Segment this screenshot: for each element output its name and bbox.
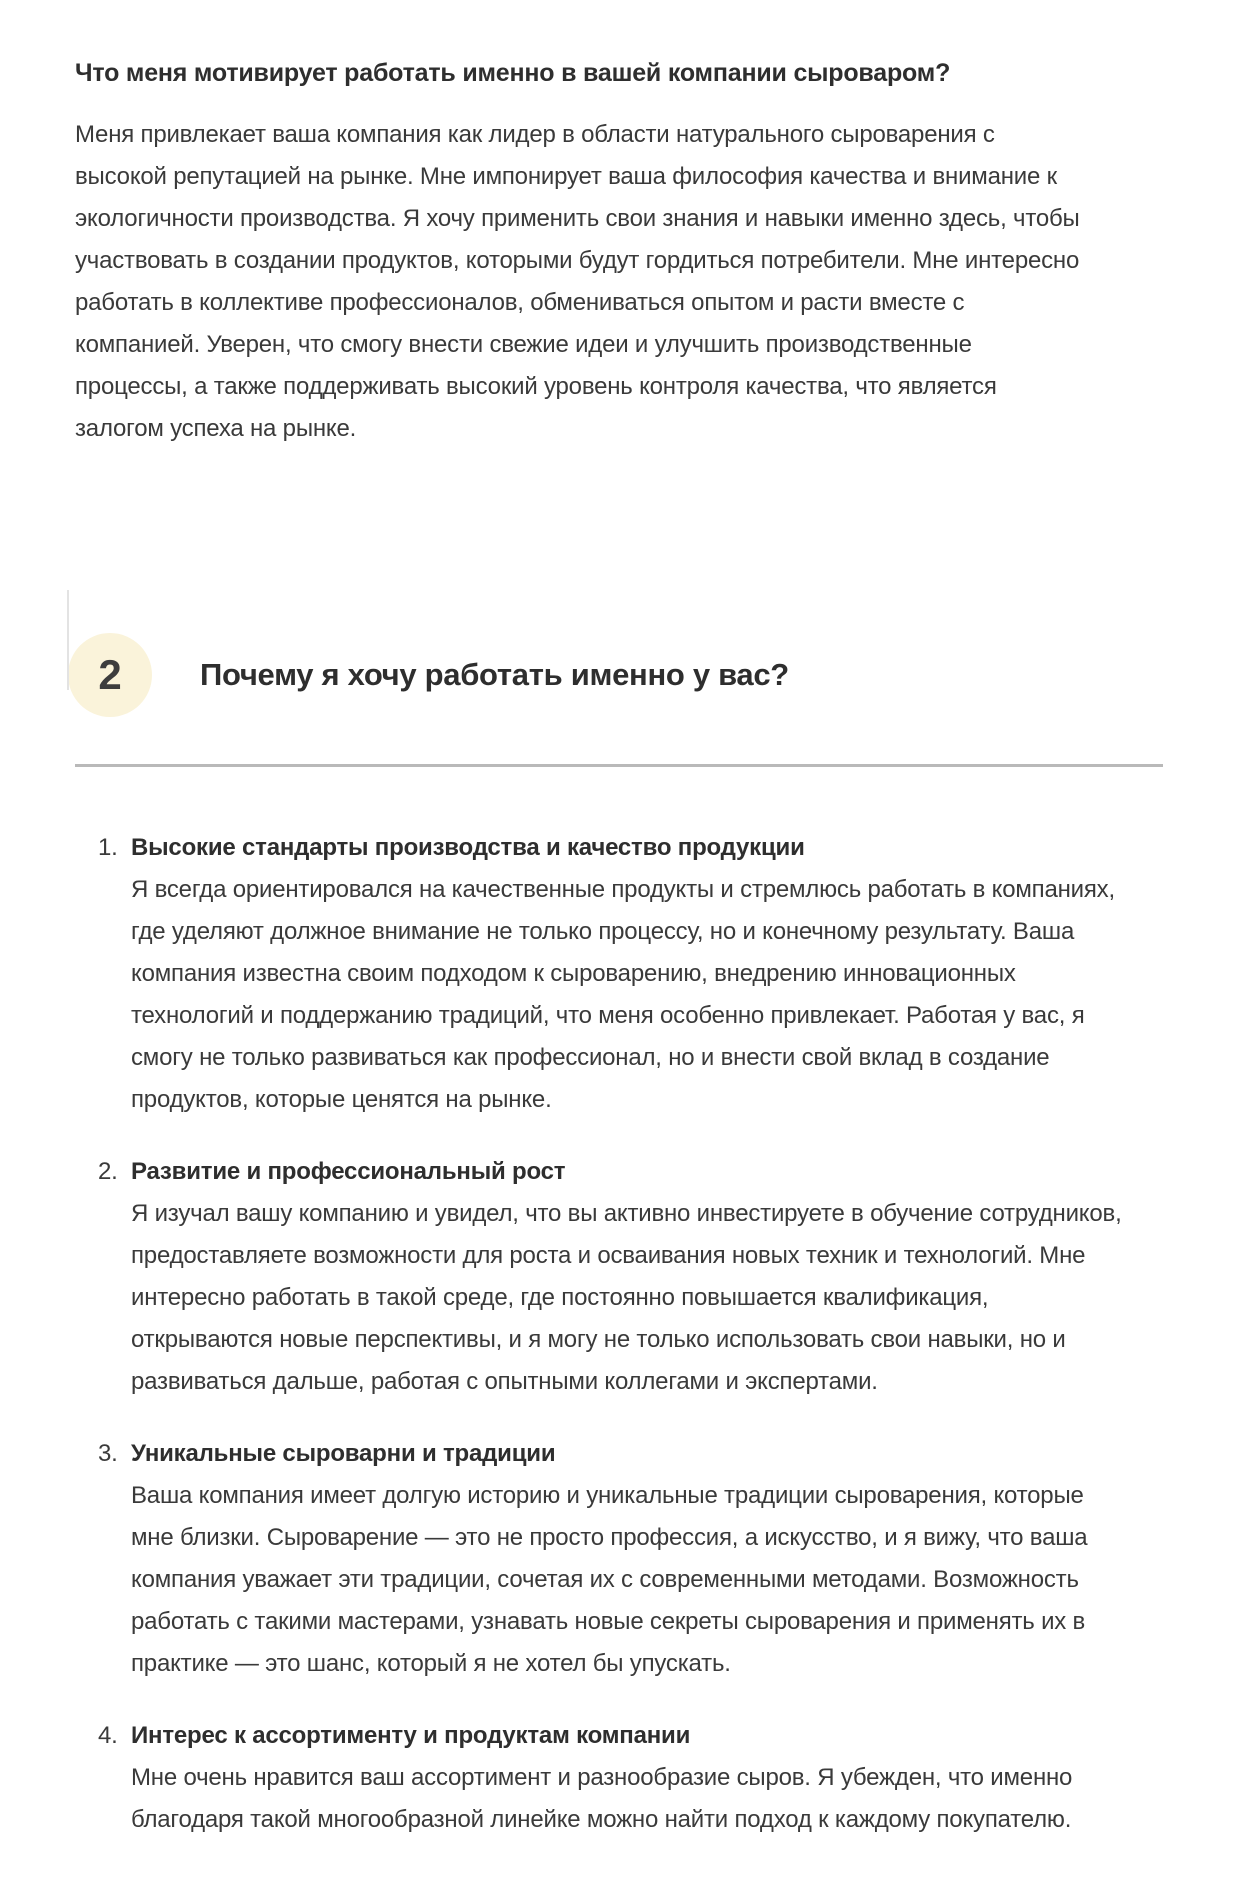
section-header: [68, 633, 1163, 717]
item-title: Развитие и профессиональный рост: [131, 1158, 566, 1185]
section-number-badge: [68, 633, 152, 717]
item-number: 4.: [98, 1722, 118, 1749]
section-number: 2: [98, 651, 122, 698]
item-body: Ваша компания имеет долгую историю и уникальные традиции сыроварения, которые мне близки. Сыроварение — это не просто профессия, а искусство, и я вижу, что ваша компания уважает эти традиции, сочетая их с современными методами. Возможность работать с такими мастерами, узнавать новые секреты сыроварения и применять их в практике — это шанс, который я не хотел бы упускать.: [131, 1482, 1088, 1677]
list-item: [98, 1715, 1128, 1841]
item-body: Я изучал вашу компанию и увидел, что вы активно инвестируете в обучение сотрудников, предоставляете возможности для роста и осваивания новых техник и технологий. Мне интересно работать в такой среде, где постоянно повышается квалификация, открываются новые перспективы, и я могу не только использовать свои навыки, но и развиваться дальше, работая с опытными коллегами и экспертами.: [131, 1200, 1122, 1395]
item-number: 2.: [98, 1158, 118, 1185]
item-number: 3.: [98, 1440, 118, 1467]
section-divider: [75, 764, 1163, 767]
item-title: Уникальные сыроварни и традиции: [131, 1440, 556, 1467]
section-accent-line: [67, 590, 69, 690]
question-answer: Меня привлекает ваша компания как лидер в области натурального сыроварения с высокой репутацией на рынке. Мне импонирует ваша философия качества и внимание к экологичности производства. Я хочу применить свои знания и навыки именно здесь, чтобы участвовать в создании продуктов, которыми будут гордиться потребители. Мне интересно работать в коллективе профессионалов, обмениваться опытом и расти вместе с компанией. Уверен, что смогу внести свежие идеи и улучшить производственные процессы, а также поддерживать высокий уровень контроля качества, что является залогом успеха на рынке.: [75, 121, 1080, 442]
item-body: Я всегда ориентировался на качественные продукты и стремлюсь работать в компаниях, где уделяют должное внимание не только процессу, но и конечному результату. Ваша компания известна своим подходом к сыроварению, внедрению инновационных технологий и поддержанию традиций, что меня особенно привлекает. Работая у вас, я смогу не только развиваться как профессионал, но и внести свой вклад в создание продуктов, которые ценятся на рынке.: [131, 876, 1115, 1113]
numbered-list: [75, 827, 1163, 1841]
item-number: 1.: [98, 834, 118, 861]
list-item: [98, 1151, 1128, 1403]
item-title: Высокие стандарты производства и качество продукции: [131, 834, 805, 861]
list-item: [98, 827, 1128, 1121]
item-title: Интерес к ассортименту и продуктам компании: [131, 1722, 691, 1749]
list-item: [98, 1433, 1128, 1685]
item-body: Мне очень нравится ваш ассортимент и разнообразие сыров. Я убежден, что именно благодаря такой многообразной линейке можно найти подход к каждому покупателю.: [131, 1764, 1073, 1833]
question-heading: Что меня мотивирует работать именно в вашей компании сыроваром?: [75, 59, 951, 87]
section-title: Почему я хочу работать именно у вас?: [200, 657, 789, 692]
